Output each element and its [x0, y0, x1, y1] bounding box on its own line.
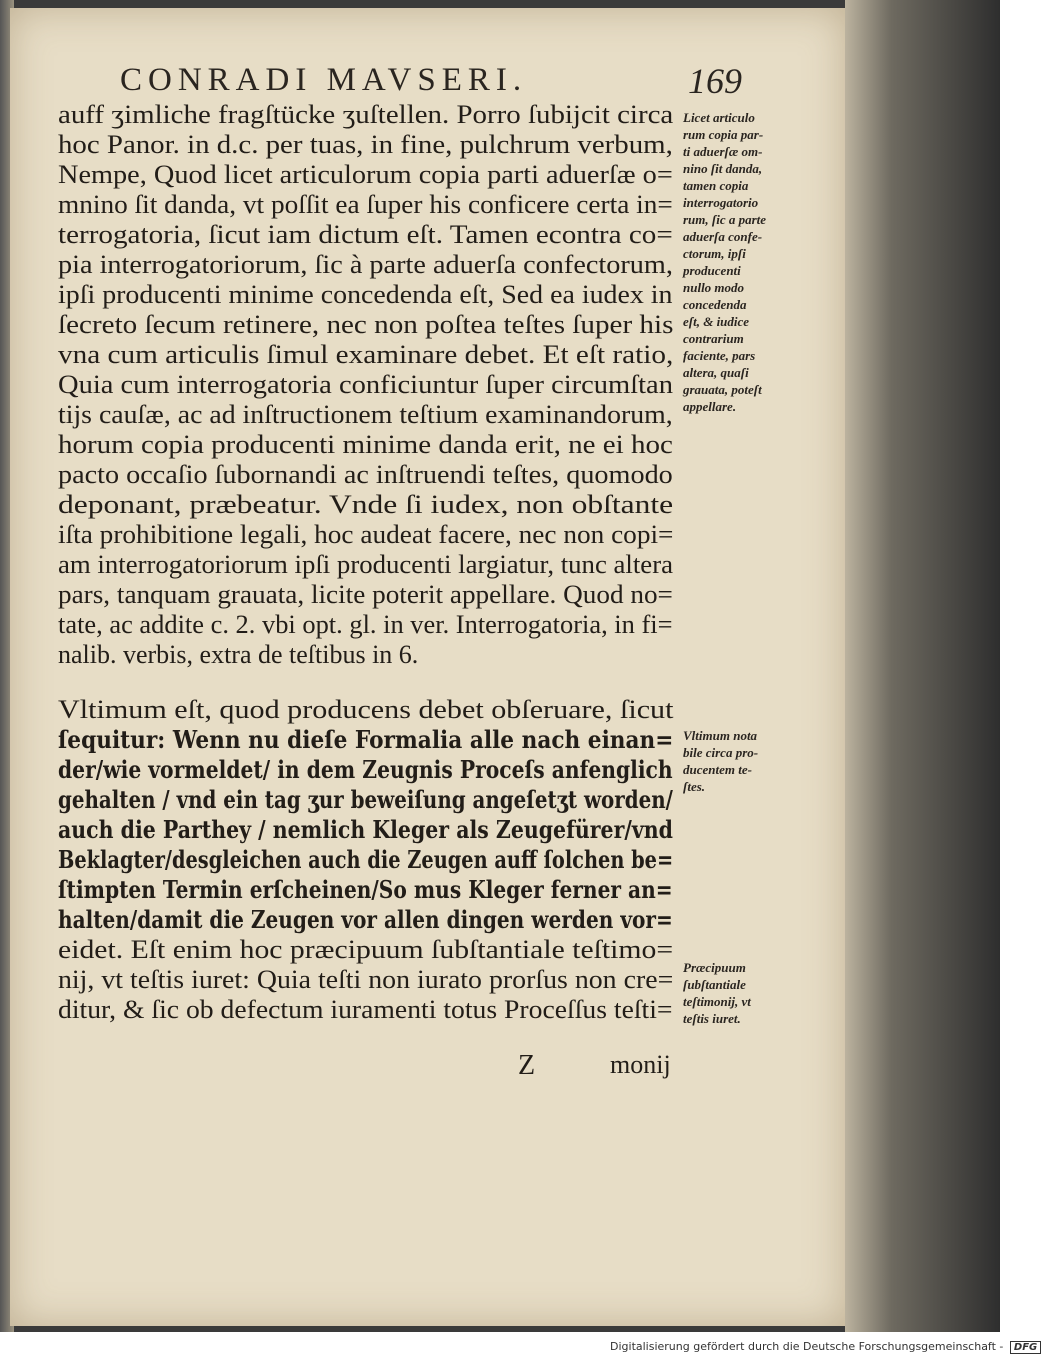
text-line: ſtimpten Termin erſcheinen/So mus Kleger ferner an=: [58, 875, 673, 904]
margin-note-line: Præcipuum: [683, 960, 746, 975]
text-line: vna cum articulis ſimul examinare debet. Et eſt ratio,: [58, 340, 674, 369]
margin-note-line: faciente, pars: [683, 348, 756, 363]
running-head: CONRADI MAVSERI.: [120, 62, 528, 98]
margin-note-line: Vltimum nota: [683, 728, 758, 743]
text-line: pia interrogatoriorum, ſic à parte aduerſa confectorum,: [58, 250, 673, 279]
text-line: Beklagter/desgleichen auch die Zeugen auff ſolchen be=: [58, 845, 674, 874]
text-line: pacto occaſio ſubornandi ac inſtruendi teſtes, quomodo: [58, 460, 673, 489]
margin-note-line: altera, quaſi: [683, 365, 749, 380]
margin-note-line: grauata, poteſt: [683, 382, 762, 397]
signature-mark: Z: [518, 1050, 536, 1081]
text-line: ſecreto ſecum retinere, nec non poſtea teſtes ſuper his: [58, 310, 674, 339]
text-line: horum copia producenti minime danda erit, ne ei hoc: [58, 430, 673, 459]
text-line: der/wie vormeldet/ in dem Zeugnis Proceſs anfenglich: [58, 755, 673, 784]
page-edge: [845, 0, 1000, 1332]
margin-note-line: concedenda: [683, 297, 747, 312]
margin-note-line: bile circa pro-: [683, 745, 759, 760]
margin-note-line: eſt, & iudice: [683, 314, 750, 329]
text-line: gehalten / vnd ein tag ʒur beweiſung angeſetʒt worden/: [58, 785, 673, 814]
text-line: Quia cum interrogatoria conficiuntur ſuper circumſtan: [58, 370, 673, 399]
text-line: hoc Panor. in d.c. per tuas, in fine, pulchrum verbum,: [58, 130, 673, 159]
margin-note-line: Licet articulo: [683, 110, 755, 125]
margin-note-line: teſtis iuret.: [683, 1011, 741, 1026]
text-line: Nempe, Quod licet articulorum copia parti aduerſæ o=: [58, 160, 673, 189]
page-number: 169: [688, 61, 742, 101]
text-line: eidet. Eſt enim hoc præcipuum ſubſtantiale teſtimo=: [58, 935, 674, 964]
margin-note-line: nullo modo: [683, 280, 745, 295]
footer-credit: [610, 1340, 1038, 1354]
text-line: ipſi producenti minime concedenda eſt, Sed ea iudex in: [58, 280, 673, 309]
text-line: pars, tanquam grauata, licite poterit appellare. Quod no=: [58, 580, 673, 609]
margin-note-line: ctorum, ipſi: [683, 246, 746, 261]
margin-note-line: tamen copia: [683, 178, 749, 193]
text-line: deponant, præbeatur. Vnde ſi iudex, non obſtante: [58, 490, 674, 519]
dfg-logo: DFG: [1010, 1341, 1041, 1354]
text-line: terrogatoria, ſicut iam dictum eſt. Tamen econtra co=: [58, 220, 673, 249]
text-line: tate, ac addite c. 2. vbi opt. gl. in ver. Interrogatoria, in fi=: [58, 610, 673, 639]
margin-note-line: aduerſa confe-: [683, 229, 763, 244]
margin-note-line: nino ſit danda,: [683, 161, 763, 176]
text-line: am interrogatoriorum ipſi producenti largiatur, tunc altera: [58, 550, 673, 579]
margin-note-line: ſubſtantiale: [683, 977, 746, 992]
margin-note-line: ducentem te-: [683, 762, 752, 777]
margin-note-line: rum copia par-: [683, 127, 764, 142]
text-line: Vltimum eſt, quod producens debet obſeruare, ſicut: [58, 695, 674, 724]
margin-note-line: producenti: [683, 263, 741, 278]
margin-note-line: rum, ſic a parte: [683, 212, 767, 227]
text-line: auch die Parthey / nemlich Kleger als Zeugefürer/vnd: [58, 815, 673, 844]
margin-note-line: contrarium: [683, 331, 744, 346]
catchword: monij: [610, 1050, 671, 1079]
text-line: ditur, & ſic ob defectum iuramenti totus Proceſſus teſti=: [58, 995, 673, 1024]
text-line: mnino ſit danda, vt poſſit ea ſuper his conficere certa in=: [58, 190, 673, 219]
text-line: ſequitur: Wenn nu dieſe Formalia alle nach einan=: [58, 725, 674, 754]
footer-text: Digitalisierung gefördert durch die Deutsche Forschungsgemeinschaft -: [610, 1340, 1004, 1353]
text-line: iſta prohibitione legali, hoc audeat facere, nec non copi=: [58, 520, 674, 549]
text-line: tijs cauſæ, ac ad inſtructionem teſtium examinandorum,: [58, 400, 673, 429]
text-line: halten/damit die Zeugen vor allen dingen werden vor=: [58, 905, 673, 934]
text-line: nij, vt teſtis iuret: Quia teſti non iurato prorſus non cre=: [58, 965, 674, 994]
margin-note-line: ti aduerſæ om-: [683, 144, 763, 159]
text-line: auff ʒimliche fragſtücke ʒuſtellen. Porro ſubijcit circa: [58, 100, 674, 129]
text-line: nalib. verbis, extra de teſtibus in 6.: [58, 640, 419, 669]
margin-note-line: teſtimonij, vt: [683, 994, 751, 1009]
margin-note-line: appellare.: [683, 399, 737, 414]
margin-note-line: ſtes.: [683, 779, 706, 794]
margin-note-line: interrogatorio: [683, 195, 759, 210]
